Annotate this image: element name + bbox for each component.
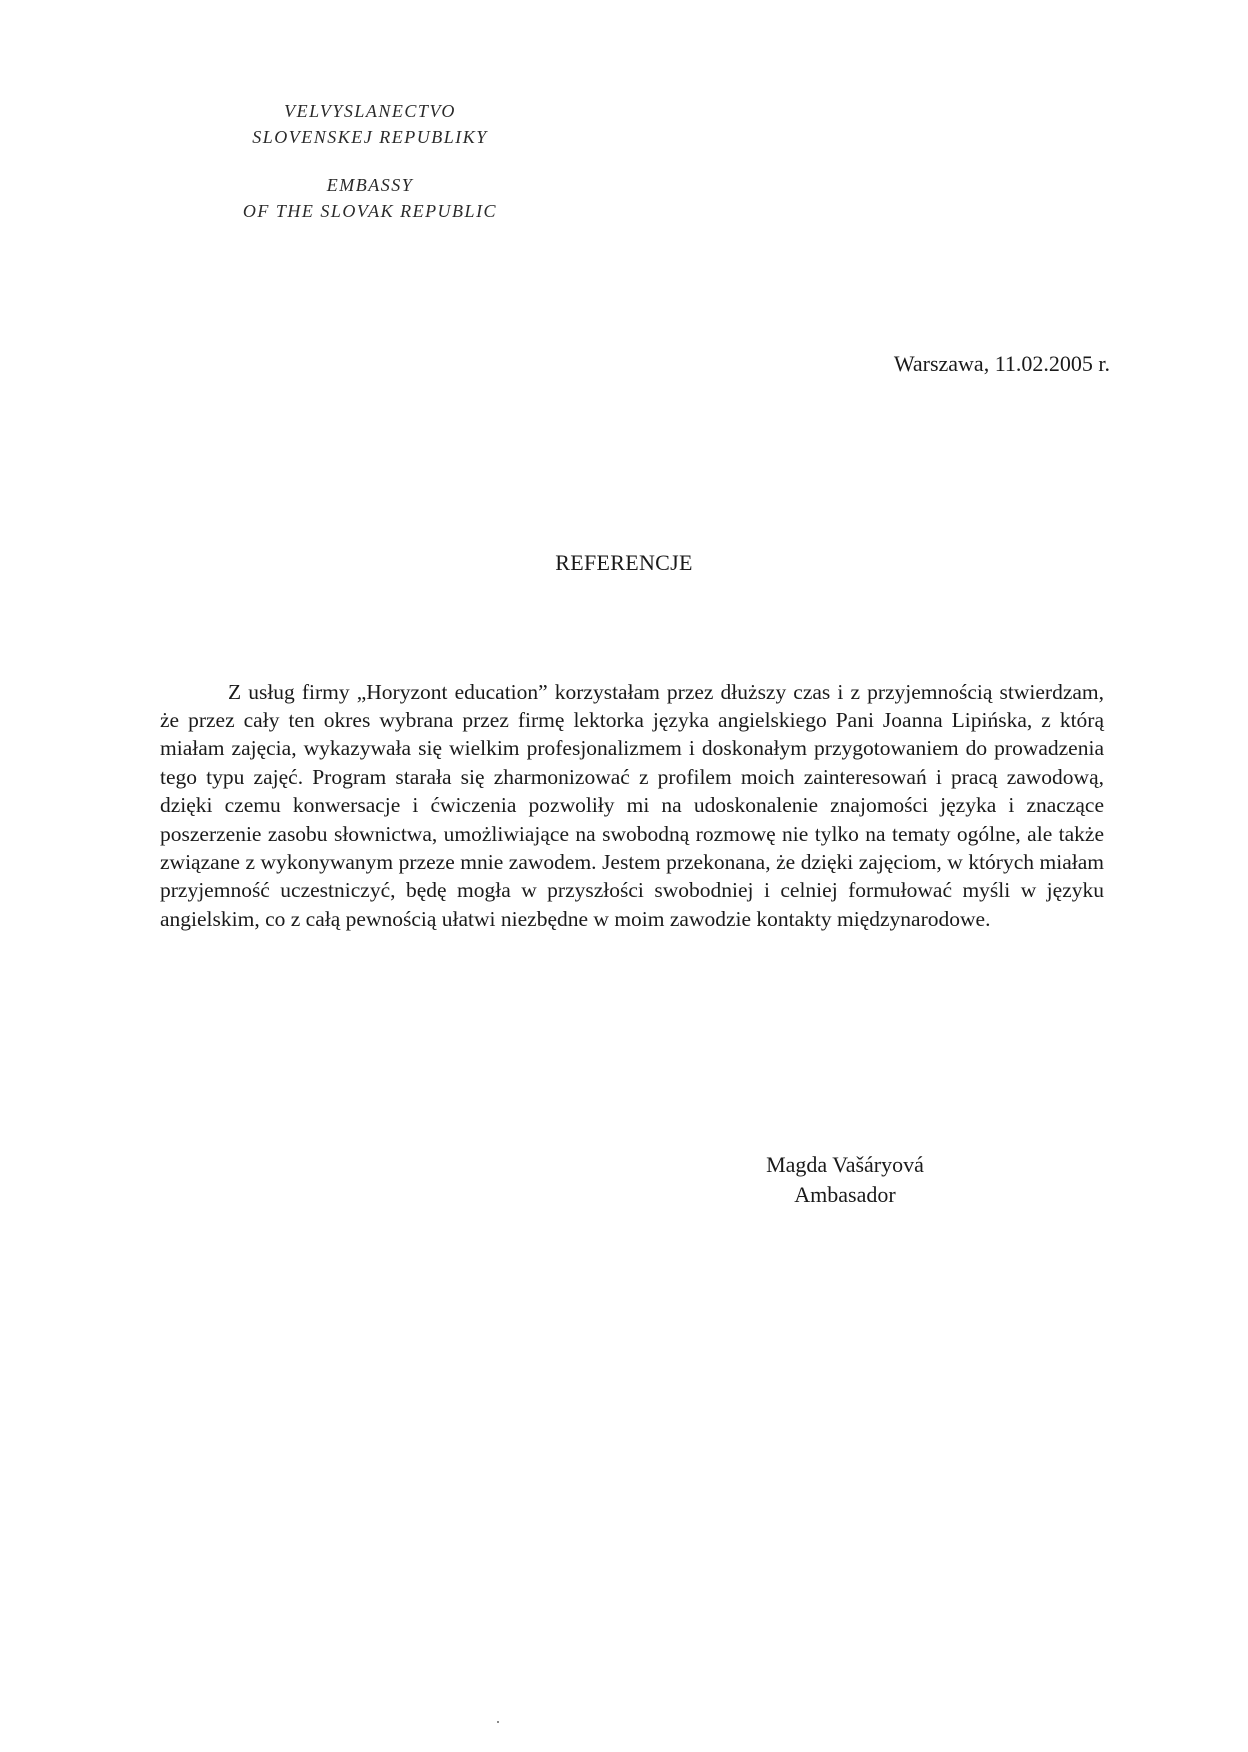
letterhead-slovak-line2: SLOVENSKEJ REPUBLIKY — [252, 127, 488, 147]
signatory-role: Ambasador — [794, 1182, 896, 1207]
embassy-letterhead — [220, 98, 520, 246]
signatory-name: Magda Vašáryová — [766, 1152, 924, 1177]
signature-block — [750, 1150, 940, 1210]
letterhead-english-line2: OF THE SLOVAK REPUBLIC — [242, 201, 498, 221]
letterhead-english — [220, 172, 520, 224]
letterhead-slovak-line1: VELVYSLANECTVO — [284, 101, 456, 121]
letter-body: Z usług firmy „Horyzont education” korzystałam przez dłuższy czas i z przyjemnością stwierdzam, że przez cały ten okres wybrana przez firmę lektorka języka angielskiego Pani Joanna Lipińska, z którą miałam zajęcia, wykazywała się wielkim profesjonalizmem i doskonałym przygotowaniem do prowadzenia tego typu zajęć. Program starała się zharmonizować z profilem moich zainteresowań i pracą zawodową, dzięki czemu konwersacje i ćwiczenia pozwoliły mi na udoskonalenie znajomości języka i znaczące poszerzenie zasobu słownictwa, umożliwiające na swobodną rozmowę nie tylko na tematy ogólne, ale także związane z wykonywanym przeze mnie zawodem. Jestem przekonana, że dzięki zajęciom, w których miałam przyjemność uczestniczyć, będę mogła w przyszłości swobodniej i celniej formułować myśli w języku angielskim, co z całą pewnością ułatwi niezbędne w moim zawodzie kontakty międzynarodowe. — [160, 679, 1104, 931]
letter-date: Warszawa, 11.02.2005 r. — [893, 351, 1110, 376]
letterhead-english-line1: EMBASSY — [326, 175, 414, 195]
scan-artifact — [497, 1721, 499, 1723]
letterhead-slovak — [220, 98, 520, 150]
letter-title: REFERENCJE — [555, 550, 693, 575]
